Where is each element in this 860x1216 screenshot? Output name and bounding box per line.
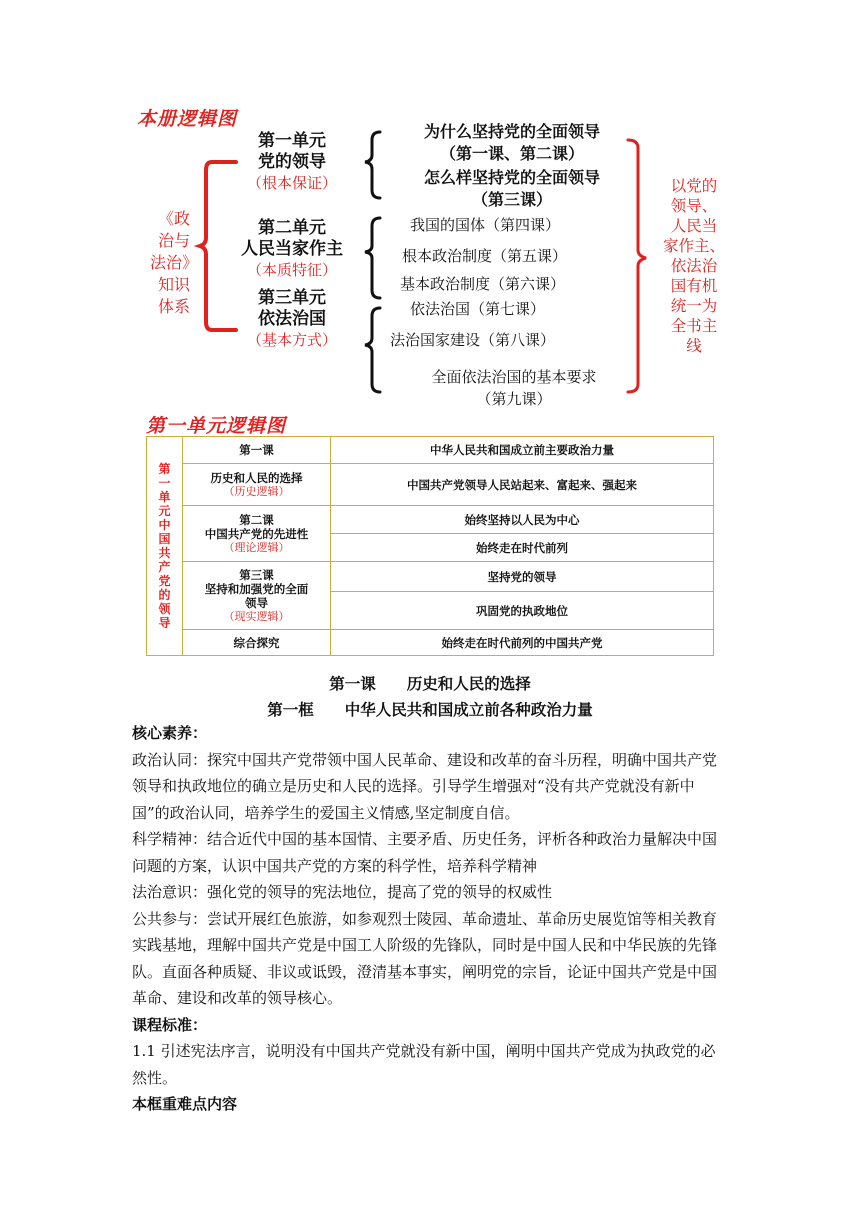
unit-3-block: 第三单元 依法治国 （基本方式） [246,288,337,349]
key-points-heading: 本框重难点内容 [132,1095,238,1113]
unit1-table [146,436,714,656]
cell-r7: 始终走在时代前列的中国共产党 [331,630,714,656]
cell-lesson-2: 第二课 中国共产党的先进性 （理论逻辑） [183,506,331,562]
lesson-9: 全面依法治国的基本要求 （第九课） [431,368,597,408]
logic-map-title: 本册逻辑图 [137,108,238,130]
cell-lesson-explore: 综合探究 [183,630,331,656]
lesson-8: 法治国家建设（第八课） [390,331,556,349]
cell-r4: 始终走在时代前列 [331,534,714,562]
unit-2-block: 第二单元 人民当家作主 （本质特征） [241,218,343,279]
lesson-4: 我国的国体（第四课） [410,216,561,234]
cell-r1: 中华人民共和国成立前主要政治力量 [331,437,714,464]
cell-r5: 坚持党的领导 [331,562,714,592]
unit1-map-title: 第一单元逻辑图 [146,415,287,437]
frame-title: 第一框 中华人民共和国成立前各种政治力量 [267,701,593,719]
unit3-bracket [365,308,380,392]
cell-r3: 始终坚持以人民为中心 [331,506,714,534]
cell-lesson-3: 第三课 坚持和加强党的全面 领导 （现实逻辑） [183,562,331,630]
lesson-title: 第一课 历史和人民的选择 [329,675,531,693]
cell-r2: 中国共产党领导人民站起来、富起来、强起来 [331,464,714,506]
core-literacy-heading: 核心素养： [132,724,208,742]
rule-of-law-paragraph: 法治意识：强化党的领导的宪法地位，提高了党的领导的权威性 [132,883,553,901]
cell-lesson-1: 第一课 [183,437,331,464]
cell-lesson-1-topic: 历史和人民的选择 （历史逻辑） [183,464,331,506]
left-label: 《政 治与 法治》 知识 体系 [149,209,198,316]
unit1-bracket [365,132,380,198]
document-body [132,720,730,1118]
lesson-7: 依法治国（第七课） [410,300,546,318]
scientific-spirit-paragraph: 科学精神：结合近代中国的基本国情、主要矛盾、历史任务，评析各种政治力量解决中国问题的方案，认识中国共产党的方案的科学性，培养科学精神 [132,830,718,875]
lesson-group-1: 为什么坚持党的全面领导 （第一课、第二课） [423,122,600,163]
lesson-group-2: 怎么样坚持党的全面领导 （第三课） [423,168,600,209]
right-label: 以党的 领导、 人民当 家作主、 依法治 国有机 统一为 全书主 线 [662,177,725,355]
unit1-side-label: 第 一 单 元 中 国 共 产 党 的 领 导 [147,437,183,656]
public-participation-paragraph: 公共参与：尝试开展红色旅游，如参观烈士陵园、革命遗址、革命历史展览馆等相关教育实践基地，理解中国共产党是中国工人阶级的先锋队，同时是中国人民和中华民族的先锋队。直面各种质疑、非议或诋毁，澄清基本事实，阐明党的宗旨，论证中国共产党是中国革命、建设和改革的领导核心。 [132,909,718,1007]
unit-1-block: 第一单元 党的领导 （根本保证） [246,131,337,192]
curriculum-standard-heading: 课程标准： [132,1015,208,1034]
unit2-bracket [365,218,380,298]
lesson-5: 根本政治制度（第五课） [402,247,568,265]
cell-r6: 巩固党的执政地位 [331,592,714,630]
curriculum-standard-paragraph: 1.1 引述宪法序言，说明没有中国共产党就没有新中国，阐明中国共产党成为执政党的必然性。 [132,1042,716,1087]
lesson-6: 基本政治制度（第六课） [400,275,566,293]
political-identity-paragraph: 政治认同：探究中国共产党带领中国人民革命、建设和改革的奋斗历程，明确中国共产党领导和执政地位的确立是历史和人民的选择。引导学生增强对“没有共产党就没有新中国”的政治认同，培养学生的爱国主义情感,坚定制度自信。 [132,750,718,822]
